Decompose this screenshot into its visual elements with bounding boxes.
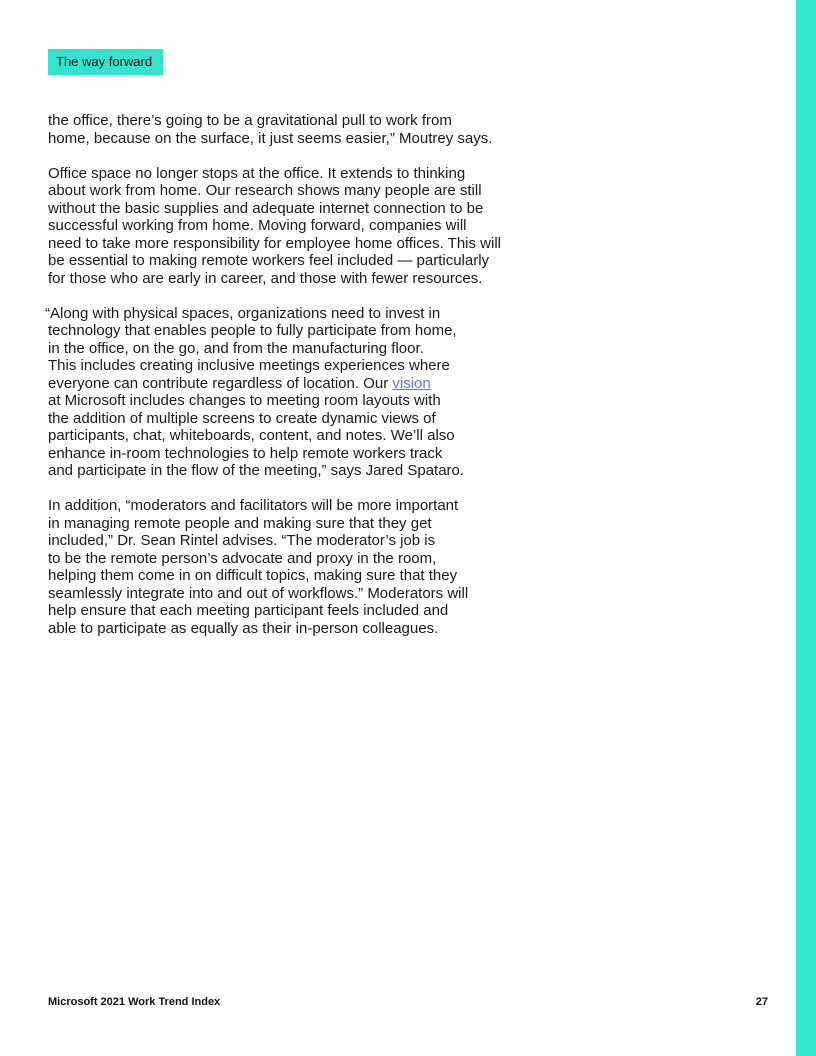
page-number: 27 — [755, 996, 768, 1008]
footer-title: Microsoft 2021 Work Trend Index — [48, 996, 221, 1008]
text-line: in managing remote people and making sure that they get — [48, 514, 432, 532]
text-line: home, because on the surface, it just seems easier,” Moutrey says. — [48, 129, 493, 147]
text-line: helping them come in on difficult topics, making sure that they — [48, 567, 458, 584]
text-line: technology that enables people to fully participate from home, — [48, 322, 457, 339]
paragraph-3 — [45, 304, 520, 480]
article-body — [45, 112, 520, 655]
text-line: be essential to making remote workers feel included — particularly — [48, 252, 490, 269]
text-line: enhance in-room technologies to help remote workers track — [48, 444, 443, 462]
text-line: the addition of multiple screens to create dynamic views of — [48, 409, 436, 427]
text-line: at Microsoft includes changes to meeting room layouts with — [48, 392, 441, 409]
text-line: This includes creating inclusive meetings experiences where — [48, 357, 450, 374]
text-line: help ensure that each meeting participant feels included and — [48, 602, 449, 619]
link-line-prefix: everyone can contribute regardless of location. Our — [48, 374, 393, 392]
text-line: and participate in the flow of the meeting,” says Jared Spataro. — [48, 462, 465, 479]
accent-side-bar — [796, 0, 816, 1056]
text-line: for those who are early in career, and those with fewer resources. — [48, 269, 483, 287]
text-line: successful working from home. Moving forward, companies will — [48, 217, 467, 234]
text-line: without the basic supplies and adequate internet connection to be — [48, 199, 484, 217]
text-line: Office space no longer stops at the office. It extends to thinking — [48, 164, 466, 182]
vision-link[interactable]: vision — [392, 374, 431, 392]
text-line: to be the remote person’s advocate and proxy in the room, — [48, 549, 437, 567]
text-line: need to take more responsibility for employee home offices. This will — [48, 234, 501, 252]
text-line: in the office, on the go, and from the manufacturing floor. — [48, 339, 424, 357]
text-line: included,” Dr. Sean Rintel advises. “The moderator’s job is — [48, 532, 436, 549]
text-line-with-link — [48, 375, 520, 393]
text-line: “Along with physical spaces, organizations need to invest in — [45, 304, 441, 322]
paragraph-1 — [48, 112, 520, 147]
text-line: participants, chat, whiteboards, content, and notes. We’ll also — [48, 427, 455, 444]
text-line: seamlessly integrate into and out of workflows.” Moderators will — [48, 584, 469, 602]
text-line: the office, there’s going to be a gravitational pull to work from — [48, 112, 452, 129]
paragraph-4 — [48, 497, 520, 637]
text-line: In addition, “moderators and facilitators will be more important — [48, 497, 459, 514]
section-tag: The way forward — [48, 49, 163, 75]
text-line: about work from home. Our research shows many people are still — [48, 182, 482, 199]
paragraph-2 — [48, 165, 520, 288]
text-line: able to participate as equally as their in-person colleagues. — [48, 619, 439, 637]
